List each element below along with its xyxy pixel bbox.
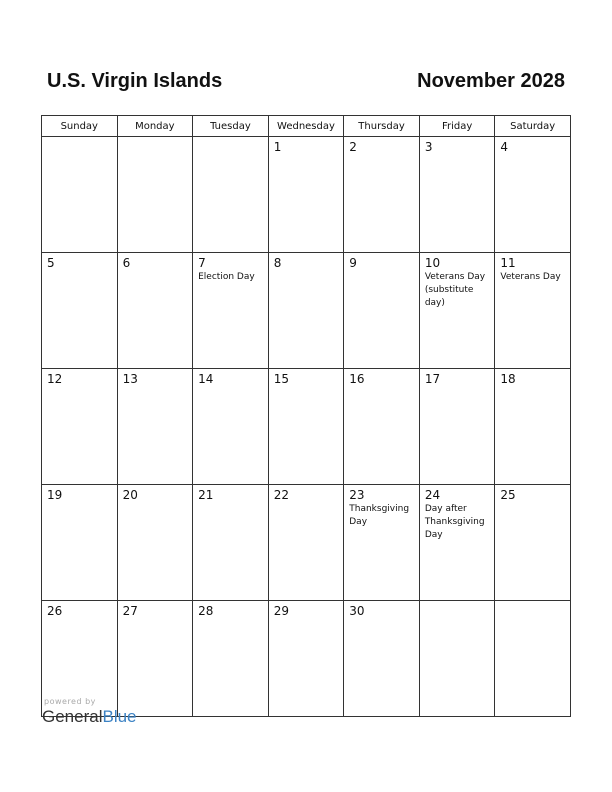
- calendar-week-row: [42, 137, 571, 253]
- day-number: 12: [47, 372, 63, 386]
- brand-general-text: General: [42, 707, 103, 726]
- day-number: 11: [500, 256, 516, 270]
- day-cell: [42, 253, 118, 369]
- day-cell: [268, 253, 344, 369]
- day-number: 14: [198, 372, 214, 386]
- day-number: 23: [349, 488, 365, 502]
- day-cell: [419, 253, 495, 369]
- day-number: 1: [273, 140, 282, 154]
- day-number: 16: [349, 372, 365, 386]
- powered-by-text: powered by: [44, 697, 96, 706]
- day-number: 13: [122, 372, 138, 386]
- day-cell: [268, 485, 344, 601]
- day-cell: [193, 485, 269, 601]
- day-number: 21: [198, 488, 214, 502]
- empty-day-cell: [193, 137, 269, 253]
- day-number: 10: [424, 256, 441, 270]
- day-number: 25: [500, 488, 516, 502]
- day-cell: [268, 601, 344, 717]
- day-cell: [495, 137, 571, 253]
- day-number: 27: [122, 604, 138, 618]
- weekday-wednesday: Wednesday: [268, 116, 344, 137]
- day-number: 8: [273, 256, 282, 270]
- day-cell: [344, 253, 420, 369]
- calendar-week-row: [42, 485, 571, 601]
- day-number: 18: [500, 372, 516, 386]
- weekday-saturday: Saturday: [495, 116, 571, 137]
- weekday-tuesday: Tuesday: [193, 116, 269, 137]
- day-number: 26: [47, 604, 63, 618]
- calendar-body: [42, 137, 571, 717]
- day-number: 28: [198, 604, 214, 618]
- empty-day-cell: [117, 137, 193, 253]
- weekday-monday: Monday: [117, 116, 193, 137]
- day-cell: [344, 485, 420, 601]
- day-cell: [117, 253, 193, 369]
- day-cell: [419, 137, 495, 253]
- generalblue-logo[interactable]: [42, 707, 137, 727]
- day-number: 29: [273, 604, 289, 618]
- holiday-label: Day after Thanksgiving Day: [424, 504, 485, 540]
- day-cell: [117, 485, 193, 601]
- empty-day-cell: [419, 601, 495, 717]
- day-number: 9: [349, 256, 357, 270]
- day-cell: [193, 601, 269, 717]
- day-cell: [117, 369, 193, 485]
- day-number: 2: [349, 140, 357, 154]
- day-cell: [495, 485, 571, 601]
- day-number: 5: [47, 256, 55, 270]
- day-cell: [419, 485, 495, 601]
- holiday-label: Election Day: [198, 272, 255, 282]
- day-number: 24: [424, 488, 441, 502]
- calendar-header: [41, 70, 571, 100]
- day-cell: [419, 369, 495, 485]
- day-number: 17: [424, 372, 441, 386]
- weekday-friday: Friday: [419, 116, 495, 137]
- brand-blue-text: Blue: [102, 707, 137, 726]
- day-number: 15: [273, 372, 289, 386]
- day-number: 30: [349, 604, 365, 618]
- footer: [42, 697, 137, 727]
- country-title: U.S. Virgin Islands: [47, 70, 223, 92]
- day-number: 20: [122, 488, 138, 502]
- holiday-label: Veterans Day (substitute day): [424, 272, 486, 308]
- day-cell: [495, 369, 571, 485]
- day-number: 6: [122, 256, 131, 270]
- day-cell: [495, 253, 571, 369]
- weekday-thursday: Thursday: [344, 116, 420, 137]
- day-number: 19: [47, 488, 63, 502]
- holiday-label: Veterans Day: [500, 272, 561, 282]
- day-number: 22: [273, 488, 289, 502]
- month-title: November 2028: [417, 70, 565, 92]
- calendar-week-row: [42, 369, 571, 485]
- day-number: 7: [198, 256, 206, 270]
- calendar-grid: [41, 115, 571, 717]
- day-cell: [193, 369, 269, 485]
- day-cell: [268, 369, 344, 485]
- day-cell: [344, 601, 420, 717]
- weekday-sunday: Sunday: [42, 116, 118, 137]
- day-number: 4: [500, 140, 509, 154]
- empty-day-cell: [42, 137, 118, 253]
- weekday-header-row: [42, 116, 571, 137]
- day-cell: [42, 485, 118, 601]
- day-number: 3: [424, 140, 433, 154]
- calendar-week-row: [42, 253, 571, 369]
- empty-day-cell: [495, 601, 571, 717]
- day-cell: [193, 253, 269, 369]
- day-cell: [268, 137, 344, 253]
- day-cell: [344, 137, 420, 253]
- day-cell: [344, 369, 420, 485]
- holiday-label: Thanksgiving Day: [349, 504, 410, 527]
- day-cell: [42, 369, 118, 485]
